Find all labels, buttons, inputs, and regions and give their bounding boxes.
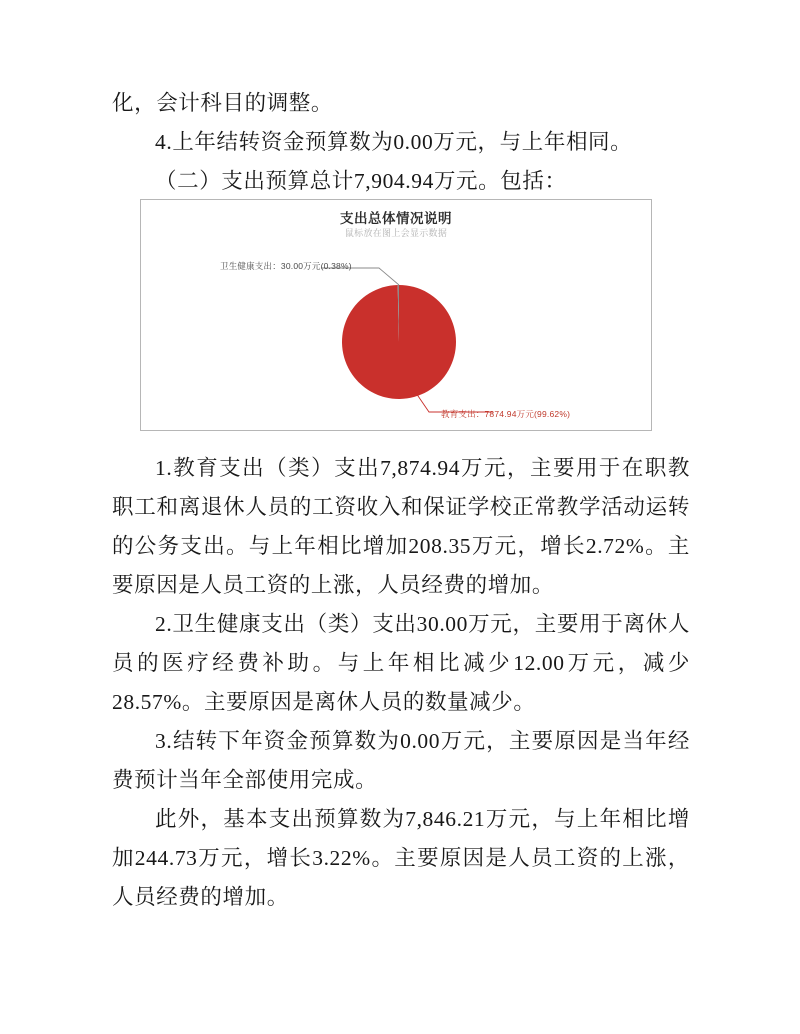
chart-title: 支出总体情况说明: [340, 211, 452, 226]
chart-subtitle-hint: 鼠标放在图上会显示数据: [344, 228, 448, 238]
pie-label-health-expenditure: 卫生健康支出：30.00万元(0.38%): [220, 261, 352, 271]
pie-slices: [342, 285, 456, 399]
pie-slice-1[interactable]: [342, 285, 456, 399]
expenditure-pie-chart-figure[interactable]: [140, 199, 652, 431]
pie-chart-plot: [141, 200, 652, 431]
paragraph-basic-expenditure: 此外，基本支出预算数为7,846.21万元，与上年相比增加244.73万元，增长3.22%。主要原因是人员工资的上涨，人员经费的增加。: [112, 807, 690, 909]
paragraph-item-1-education: 1.教育支出（类）支出7,874.94万元，主要用于在职教职工和离退休人员的工资收入和保证学校正常教学活动运转的公务支出。与上年相比增加208.35万元，增长2.72%。主要原因是人员工资的上涨，人员经费的增加。: [112, 456, 690, 597]
paragraph-item-2-health: 2.卫生健康支出（类）支出30.00万元，主要用于离休人员的医疗经费补助。与上年相比减少12.00万元，减少28.57%。主要原因是离休人员的数量减少。: [112, 612, 690, 714]
pie-label-education-expenditure: 教育支出：7874.94万元(99.62%): [441, 409, 571, 419]
paragraph-continuation: 化，会计科目的调整。: [112, 91, 334, 115]
paragraph-item-3-carryforward: 3.结转下年资金预算数为0.00万元，主要原因是当年经费预计当年全部使用完成。: [112, 729, 690, 792]
paragraph-section-2-heading: （二）支出预算总计7,904.94万元。包括：: [155, 169, 567, 193]
paragraph-item-4-carryover: 4.上年结转资金预算数为0.00万元，与上年相同。: [155, 130, 633, 154]
